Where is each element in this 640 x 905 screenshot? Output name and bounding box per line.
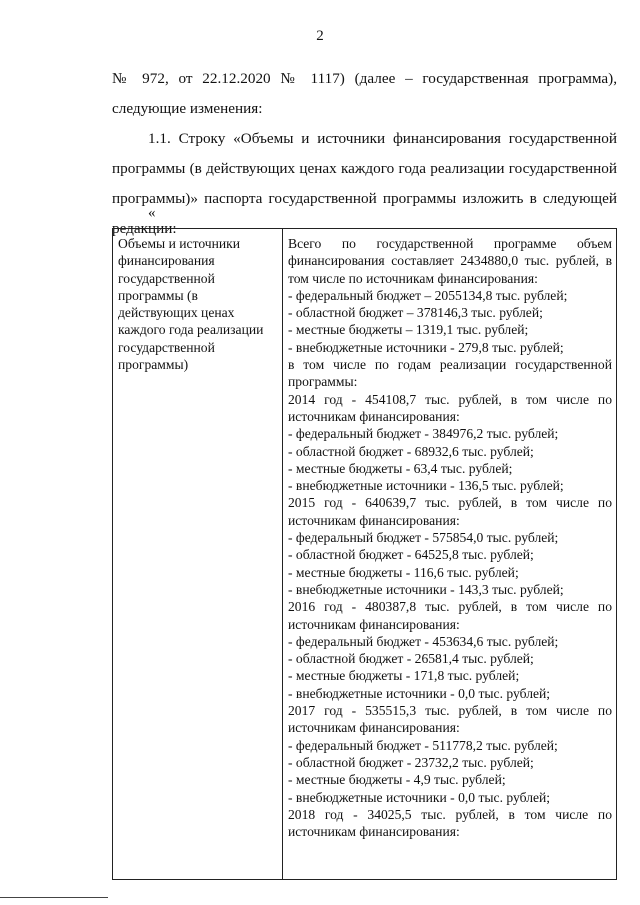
funding-line: - областной бюджет - 68932,6 тыс. рублей; [288, 443, 534, 459]
funding-line: - внебюджетные источники - 279,8 тыс. рублей; [288, 339, 564, 355]
footer-rule [0, 897, 108, 898]
opening-quote: « [148, 205, 156, 221]
funding-line: - внебюджетные источники - 0,0 тыс. рублей; [288, 789, 551, 805]
row-value-cell [283, 229, 617, 880]
page-number: 2 [316, 28, 324, 44]
funding-line: - местные бюджеты - 171,8 тыс. рублей; [288, 668, 520, 684]
funding-line: 2014 год - 454108,7 тыс. рублей, в том числе по источникам финансирования: [288, 391, 612, 424]
funding-line: - областной бюджет – 378146,3 тыс. рублей; [288, 305, 543, 321]
funding-line: - федеральный бюджет - 453634,6 тыс. рублей; [288, 633, 559, 649]
funding-line: - областной бюджет - 64525,8 тыс. рублей; [288, 547, 534, 563]
funding-line: 2018 год - 34025,5 тыс. рублей, в том числе по источникам финансирования: [288, 806, 612, 840]
funding-line: - местные бюджеты - 63,4 тыс. рублей; [288, 460, 513, 476]
intro-line-2: следующие изменения: [112, 100, 263, 117]
funding-line: - внебюджетные источники - 143,3 тыс. рублей; [288, 581, 564, 597]
funding-line: в том числе по годам реализации государственной программы: [288, 357, 612, 390]
funding-line: - федеральный бюджет - 384976,2 тыс. рублей; [288, 426, 559, 442]
funding-line: Всего по государственной программе объем финансирования составляет 2434880,0 тыс. рублей, в том числе по источникам финансирования: [288, 236, 612, 286]
passport-table [112, 228, 617, 880]
funding-line: 2017 год - 535515,3 тыс. рублей, в том числе по источникам финансирования: [288, 703, 612, 736]
funding-line: 2016 год - 480387,8 тыс. рублей, в том числе по источникам финансирования: [288, 599, 612, 632]
funding-line: - местные бюджеты - 4,9 тыс. рублей; [288, 772, 506, 788]
funding-line: - федеральный бюджет - 575854,0 тыс. рублей; [288, 530, 559, 546]
intro-item-1-1: 1.1. Строку «Объемы и источники финансирования государственной программы (в действующих ценах каждого года реализации государственной программы)» паспорта государственной программы изложить в следующей редакции: [112, 130, 617, 237]
funding-line: - внебюджетные источники - 136,5 тыс. рублей; [288, 478, 564, 494]
funding-line: - областной бюджет - 23732,2 тыс. рублей; [288, 754, 534, 770]
row-label-cell: Объемы и источники финансирования государственной программы (в действующих ценах каждого года реализации государственной программы) [113, 229, 283, 880]
intro-line-1: № 972, от 22.12.2020 № 1117) (далее – государственная программа), [112, 70, 617, 87]
funding-line: 2015 год - 640639,7 тыс. рублей, в том числе по источникам финансирования: [288, 495, 612, 528]
funding-line: - федеральный бюджет - 511778,2 тыс. рублей; [288, 737, 558, 753]
funding-line: - внебюджетные источники - 0,0 тыс. рублей; [288, 685, 551, 701]
funding-line: - местные бюджеты - 116,6 тыс. рублей; [288, 564, 519, 580]
table-row [113, 229, 617, 880]
funding-line: - областной бюджет - 26581,4 тыс. рублей; [288, 651, 534, 667]
intro-text [112, 64, 617, 244]
funding-line: - федеральный бюджет – 2055134,8 тыс. рублей; [288, 287, 568, 303]
funding-line: - местные бюджеты – 1319,1 тыс. рублей; [288, 322, 529, 338]
